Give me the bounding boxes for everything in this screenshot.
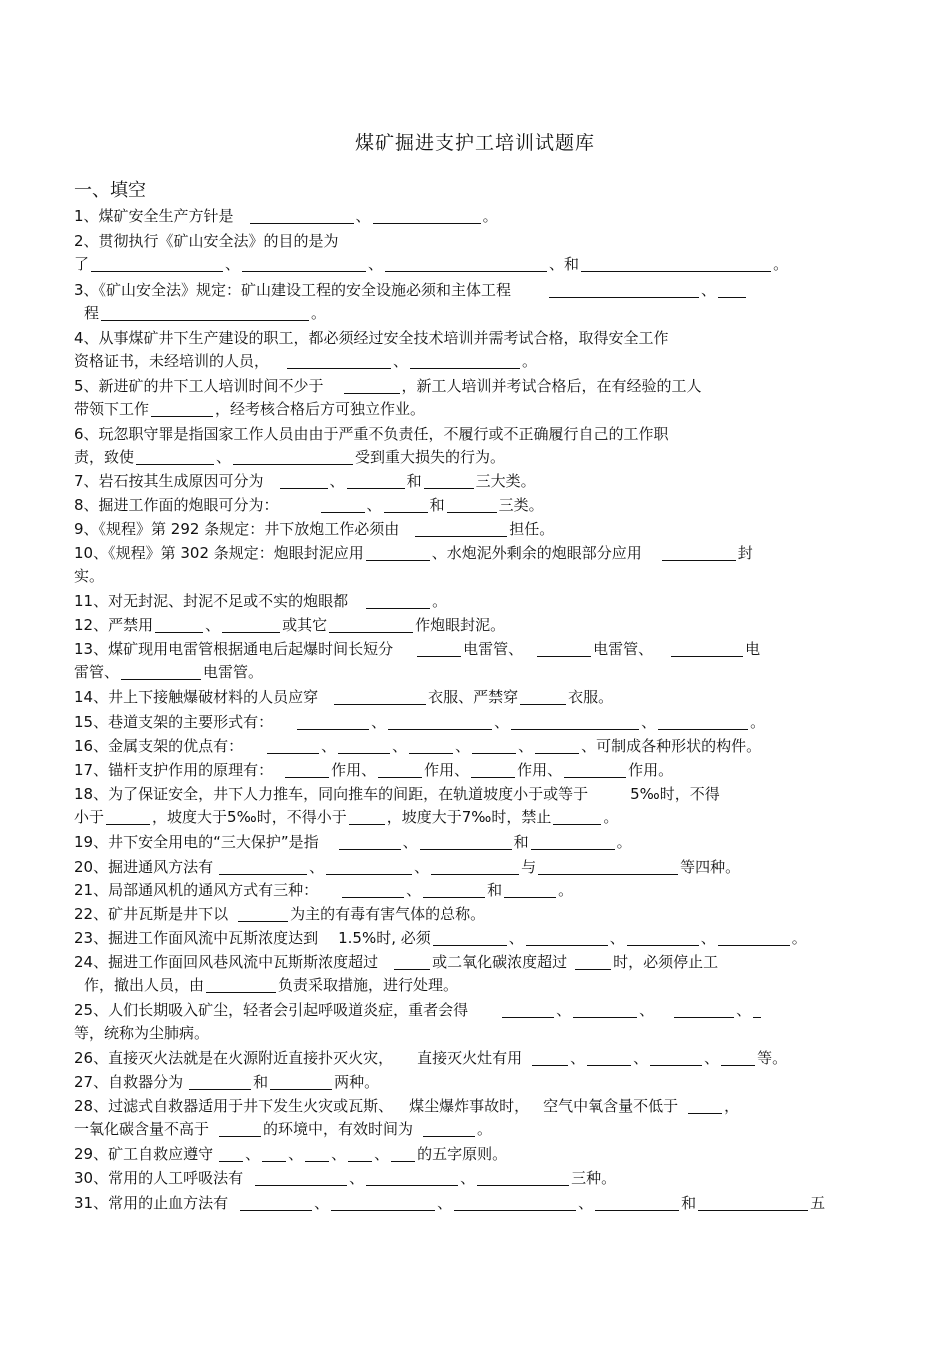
blank[interactable] bbox=[721, 1049, 755, 1066]
blank[interactable] bbox=[658, 713, 748, 730]
blank[interactable] bbox=[472, 737, 516, 754]
blank[interactable] bbox=[753, 1001, 761, 1018]
blank[interactable] bbox=[121, 663, 201, 680]
question-18: 18、为了保证安全，井下人力推车，同向推车的间距，在轨道坡度小于或等于 5‰时，不得 bbox=[74, 785, 720, 803]
blank[interactable] bbox=[338, 737, 390, 754]
question-9: 9、《规程》第 292 条规定：井下放炮工作必须由 担任。 bbox=[74, 520, 555, 538]
question-25-cont: 等，统称为尘肺病。 bbox=[74, 1024, 210, 1042]
blank[interactable] bbox=[532, 1049, 568, 1066]
blank[interactable] bbox=[242, 255, 366, 272]
blank[interactable] bbox=[410, 352, 520, 369]
question-27: 27、自救器分为 和 两种。 bbox=[74, 1073, 380, 1091]
blank[interactable] bbox=[587, 1049, 631, 1066]
question-12: 12、严禁用 、 或其它 作炮眼封泥。 bbox=[74, 616, 506, 634]
blank[interactable] bbox=[155, 616, 203, 633]
blank[interactable] bbox=[538, 858, 678, 875]
blank[interactable] bbox=[553, 808, 601, 825]
question-30: 30、常用的人工呼吸法有 、 、 三种。 bbox=[74, 1169, 617, 1187]
blank[interactable] bbox=[305, 1145, 329, 1162]
blank[interactable] bbox=[573, 1001, 637, 1018]
blank[interactable] bbox=[409, 737, 453, 754]
blank[interactable] bbox=[240, 1194, 312, 1211]
question-13-cont: 雷管、 电雷管。 bbox=[74, 663, 264, 681]
blank[interactable] bbox=[342, 881, 404, 898]
question-26: 26、直接灭火法就是在火源附近直接扑灭火灾， 直接灭火灶有用 、 、 、 等。 bbox=[74, 1049, 788, 1067]
blank[interactable] bbox=[537, 640, 591, 657]
blank[interactable] bbox=[219, 1145, 243, 1162]
question-8: 8、掘进工作面的炮眼可分为： 、 和 三类。 bbox=[74, 496, 544, 514]
blank[interactable] bbox=[471, 761, 515, 778]
blank[interactable] bbox=[151, 400, 213, 417]
blank[interactable] bbox=[454, 1194, 576, 1211]
blank[interactable] bbox=[526, 929, 608, 946]
blank[interactable] bbox=[417, 640, 461, 657]
question-4: 4、从事煤矿井下生产建设的职工，都必须经过安全技术培训并需考试合格，取得安全工作 bbox=[74, 329, 669, 347]
blank[interactable] bbox=[394, 953, 430, 970]
blank[interactable] bbox=[91, 255, 223, 272]
blank[interactable] bbox=[415, 520, 507, 537]
question-23: 23、掘进工作面风流中瓦斯浓度达到 1.5%时, 必须 、 、 、 。 bbox=[74, 929, 807, 947]
blank[interactable] bbox=[378, 761, 422, 778]
blank[interactable] bbox=[348, 1145, 372, 1162]
question-17: 17、锚杆支护作用的原理有： 作用、 作用、 作用、 作用。 bbox=[74, 761, 674, 779]
blank[interactable] bbox=[650, 1049, 702, 1066]
question-10-cont: 实。 bbox=[74, 567, 105, 585]
blank[interactable] bbox=[671, 640, 743, 657]
question-20: 20、掘进通风方法有 、 、 与 等四种。 bbox=[74, 858, 741, 876]
blank[interactable] bbox=[595, 1194, 679, 1211]
blank[interactable] bbox=[564, 761, 626, 778]
blank[interactable] bbox=[287, 352, 391, 369]
blank[interactable] bbox=[262, 1145, 286, 1162]
question-3: 3、《矿山安全法》规定：矿山建设工程的安全设施必须和主体工程 、 bbox=[74, 279, 844, 301]
blank[interactable] bbox=[535, 737, 579, 754]
question-1: 1、煤矿安全生产方针是 、 。 bbox=[74, 207, 498, 225]
blank[interactable] bbox=[233, 448, 353, 465]
blank[interactable] bbox=[433, 929, 507, 946]
question-10: 10、《规程》第 302 条规定：炮眼封泥应用 、水炮泥外剩余的炮眼部分应用 封 bbox=[74, 544, 753, 562]
blank[interactable] bbox=[581, 255, 771, 272]
blank[interactable] bbox=[321, 496, 365, 513]
question-18-cont: 小于 ，坡度大于5‰时，不得小于 ，坡度大于7‰时，禁止 。 bbox=[74, 808, 619, 826]
blank[interactable] bbox=[511, 713, 639, 730]
question-28-cont: 一氧化碳含量不高于 的环境中，有效时间为 。 bbox=[74, 1120, 493, 1138]
question-21: 21、局部通风机的通风方式有三种： 、 和 。 bbox=[74, 881, 574, 899]
question-2: 2、贯彻执行《矿山安全法》的目的是为 bbox=[74, 232, 339, 250]
blank[interactable] bbox=[662, 544, 736, 561]
blank[interactable] bbox=[238, 905, 288, 922]
blank[interactable] bbox=[347, 472, 405, 489]
blank[interactable] bbox=[502, 1001, 554, 1018]
question-31: 31、常用的止血方法有 、 、 、 和 五 bbox=[74, 1194, 826, 1212]
blank[interactable] bbox=[627, 929, 699, 946]
blank[interactable] bbox=[285, 761, 329, 778]
blank[interactable] bbox=[477, 1169, 569, 1186]
question-15: 15、巷道支架的主要形式有： 、 、 、 。 bbox=[74, 713, 766, 731]
blank[interactable] bbox=[189, 1073, 251, 1090]
question-24: 24、掘进工作面回风巷风流中瓦斯斯浓度超过 或二氧化碳浓度超过 时，必须停止工 bbox=[74, 953, 719, 971]
blank[interactable] bbox=[385, 255, 547, 272]
blank[interactable] bbox=[384, 496, 428, 513]
blank[interactable] bbox=[674, 1001, 734, 1018]
question-5-cont: 带领下工作 ，经考核合格后方可独立作业。 bbox=[74, 400, 426, 418]
blank[interactable] bbox=[366, 1169, 458, 1186]
blank[interactable] bbox=[334, 688, 426, 705]
blank[interactable] bbox=[504, 881, 556, 898]
page-title: 煤矿掘进支护工培训试题库 bbox=[354, 132, 595, 154]
question-4-cont: 资格证书，未经培训的人员， 、 。 bbox=[74, 352, 538, 370]
question-5: 5、新进矿的井下工人培训时间不少于 ，新工人培训并考试合格后，在有经验的工人 bbox=[74, 377, 702, 395]
question-13: 13、煤矿现用电雷管根据通电后起爆时间长短分 电雷管、 电雷管、 电 bbox=[74, 640, 761, 658]
blank[interactable] bbox=[270, 1073, 332, 1090]
blank[interactable] bbox=[267, 737, 319, 754]
question-29: 29、矿工自救应遵守 、 、 、 、 的五字原则。 bbox=[74, 1145, 508, 1163]
question-28: 28、过滤式自救器适用于井下发生火灾或瓦斯、 煤尘爆炸事故时， 空气中氧含量不低于 ， bbox=[74, 1097, 740, 1115]
question-16: 16、金属支架的优点有： 、 、 、 、 、可制成各种形状的构件。 bbox=[74, 737, 762, 755]
blank[interactable] bbox=[718, 281, 746, 298]
blank[interactable] bbox=[423, 1120, 475, 1137]
blank[interactable] bbox=[431, 858, 519, 875]
blank[interactable] bbox=[388, 713, 492, 730]
question-2-cont: 了 、 、 、和 。 bbox=[74, 255, 789, 273]
blank[interactable] bbox=[106, 808, 150, 825]
blank[interactable] bbox=[297, 713, 369, 730]
blank[interactable] bbox=[391, 1145, 415, 1162]
blank[interactable] bbox=[698, 1194, 808, 1211]
blank[interactable] bbox=[255, 1169, 347, 1186]
blank[interactable] bbox=[349, 808, 385, 825]
blank[interactable] bbox=[219, 858, 307, 875]
question-24-cont: 作，撤出人员，由 负责采取措施，进行处理。 bbox=[84, 976, 459, 994]
blank[interactable] bbox=[420, 833, 512, 850]
blank[interactable] bbox=[280, 472, 328, 489]
question-25: 25、人们长期吸入矿尘，轻者会引起呼吸道炎症，重者会得 、 、 、 bbox=[74, 999, 844, 1021]
blank[interactable] bbox=[688, 1097, 722, 1114]
blank[interactable] bbox=[373, 207, 481, 224]
blank[interactable] bbox=[575, 953, 611, 970]
blank[interactable] bbox=[549, 281, 699, 298]
blank[interactable] bbox=[339, 833, 401, 850]
blank[interactable] bbox=[366, 544, 430, 561]
section-heading: 一、填空 bbox=[74, 180, 146, 201]
question-11: 11、对无封泥、封泥不足或不实的炮眼都 。 bbox=[74, 592, 448, 610]
blank[interactable] bbox=[331, 1194, 435, 1211]
blank[interactable] bbox=[344, 377, 400, 394]
blank[interactable] bbox=[101, 304, 309, 321]
question-6-cont: 责，致使 、 受到重大损失的行为。 bbox=[74, 448, 506, 466]
question-3-cont: 程 。 bbox=[84, 304, 327, 322]
blank[interactable] bbox=[520, 688, 566, 705]
question-22: 22、矿井瓦斯是井下以 为主的有毒有害气体的总称。 bbox=[74, 905, 486, 923]
blank[interactable] bbox=[447, 496, 497, 513]
blank[interactable] bbox=[718, 929, 790, 946]
blank[interactable] bbox=[206, 976, 276, 993]
question-6: 6、玩忽职守罪是指国家工作人员由由于严重不负责任，不履行或不正确履行自己的工作职 bbox=[74, 425, 669, 443]
question-7: 7、岩石按其生成原因可分为 、 和 三大类。 bbox=[74, 472, 536, 490]
blank[interactable] bbox=[326, 858, 412, 875]
blank[interactable] bbox=[531, 833, 615, 850]
blank[interactable] bbox=[136, 448, 214, 465]
question-19: 19、井下安全用电的“三大保护”是指 、 和 。 bbox=[74, 833, 632, 851]
blank[interactable] bbox=[366, 592, 430, 609]
blank[interactable] bbox=[423, 881, 485, 898]
blank[interactable] bbox=[424, 472, 474, 489]
blank[interactable] bbox=[222, 616, 280, 633]
question-14: 14、井上下接触爆破材料的人员应穿 衣服、严禁穿 衣服。 bbox=[74, 688, 614, 706]
blank[interactable] bbox=[219, 1120, 261, 1137]
blank[interactable] bbox=[329, 616, 413, 633]
blank[interactable] bbox=[250, 207, 354, 224]
